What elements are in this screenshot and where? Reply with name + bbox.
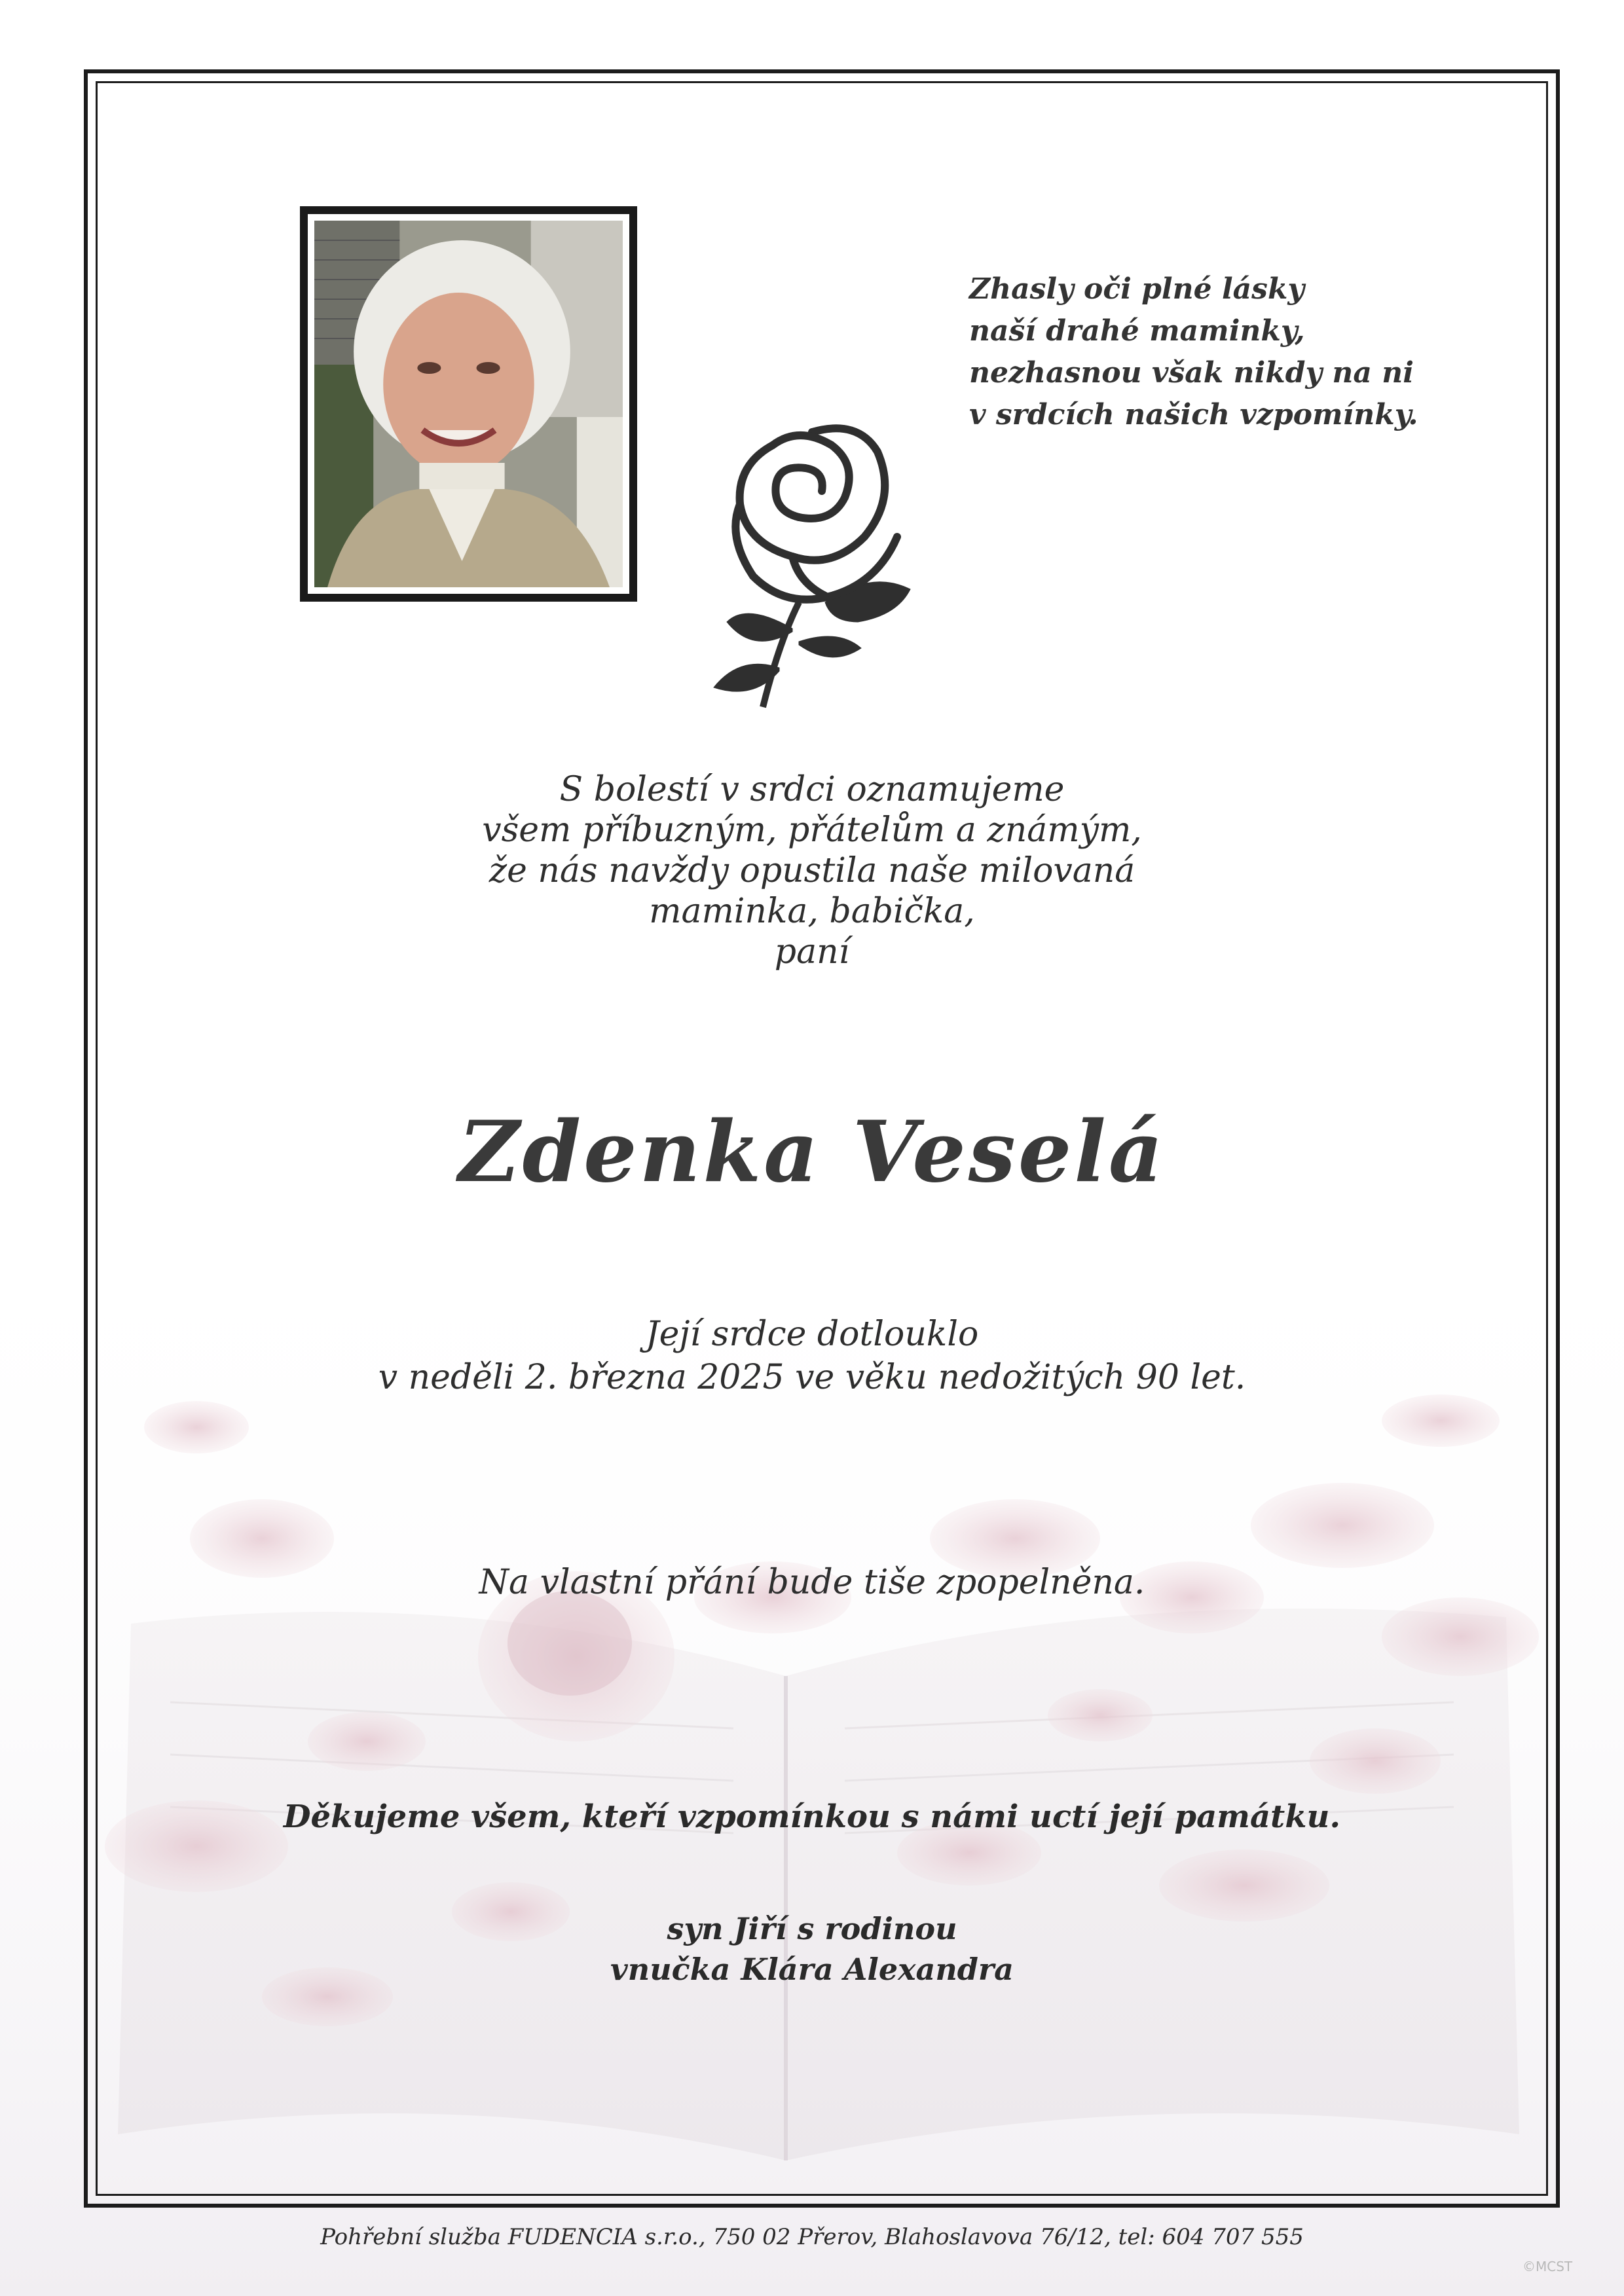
signer: syn Jiří s rodinou (667, 1911, 957, 1946)
portrait-frame (300, 206, 637, 602)
announcement-line: paní (774, 932, 850, 972)
funeral-service-footer: Pohřební služba FUDENCIA s.r.o., 750 02 Přerov, Blahoslavova 76/12, tel: 604 707 555 (320, 2224, 1304, 2250)
announcement (452, 769, 1172, 972)
portrait-photo (314, 221, 623, 587)
announcement-line: S bolestí v srdci oznamujeme (559, 770, 1065, 809)
cremation-wish: Na vlastní přání bude tiše zpopelněna. (479, 1563, 1145, 1602)
death-notice (354, 1313, 1270, 1399)
announcement-line: všem příbuzným, přátelům a známým, (482, 811, 1142, 850)
announcement-line: že nás navždy opustila naše milovaná (489, 851, 1135, 890)
signer: vnučka Klára Alexandra (610, 1952, 1014, 1987)
poem-line: nezhasnou však nikdy na ni (969, 356, 1414, 390)
announcement-line: maminka, babička, (649, 892, 975, 931)
death-notice-line: Její srdce dotlouklo (645, 1315, 979, 1354)
signers (485, 1908, 1139, 1990)
poem-line: v srdcích našich vzpomínky. (969, 398, 1418, 431)
poem-line: Zhasly oči plné lásky (969, 272, 1304, 306)
poem-line: naší drahé maminky, (969, 314, 1305, 348)
death-notice-line: v neděli 2. března 2025 ve věku nedožitých 90 let. (378, 1358, 1246, 1397)
deceased-name: Zdenka Veselá (458, 1103, 1166, 1201)
watermark: ©MCST (1522, 2259, 1573, 2274)
rose-icon (701, 406, 917, 714)
poem (969, 268, 1418, 436)
thanks-line: Děkujeme všem, kteří vzpomínkou s námi uctí její památku. (283, 1798, 1341, 1835)
